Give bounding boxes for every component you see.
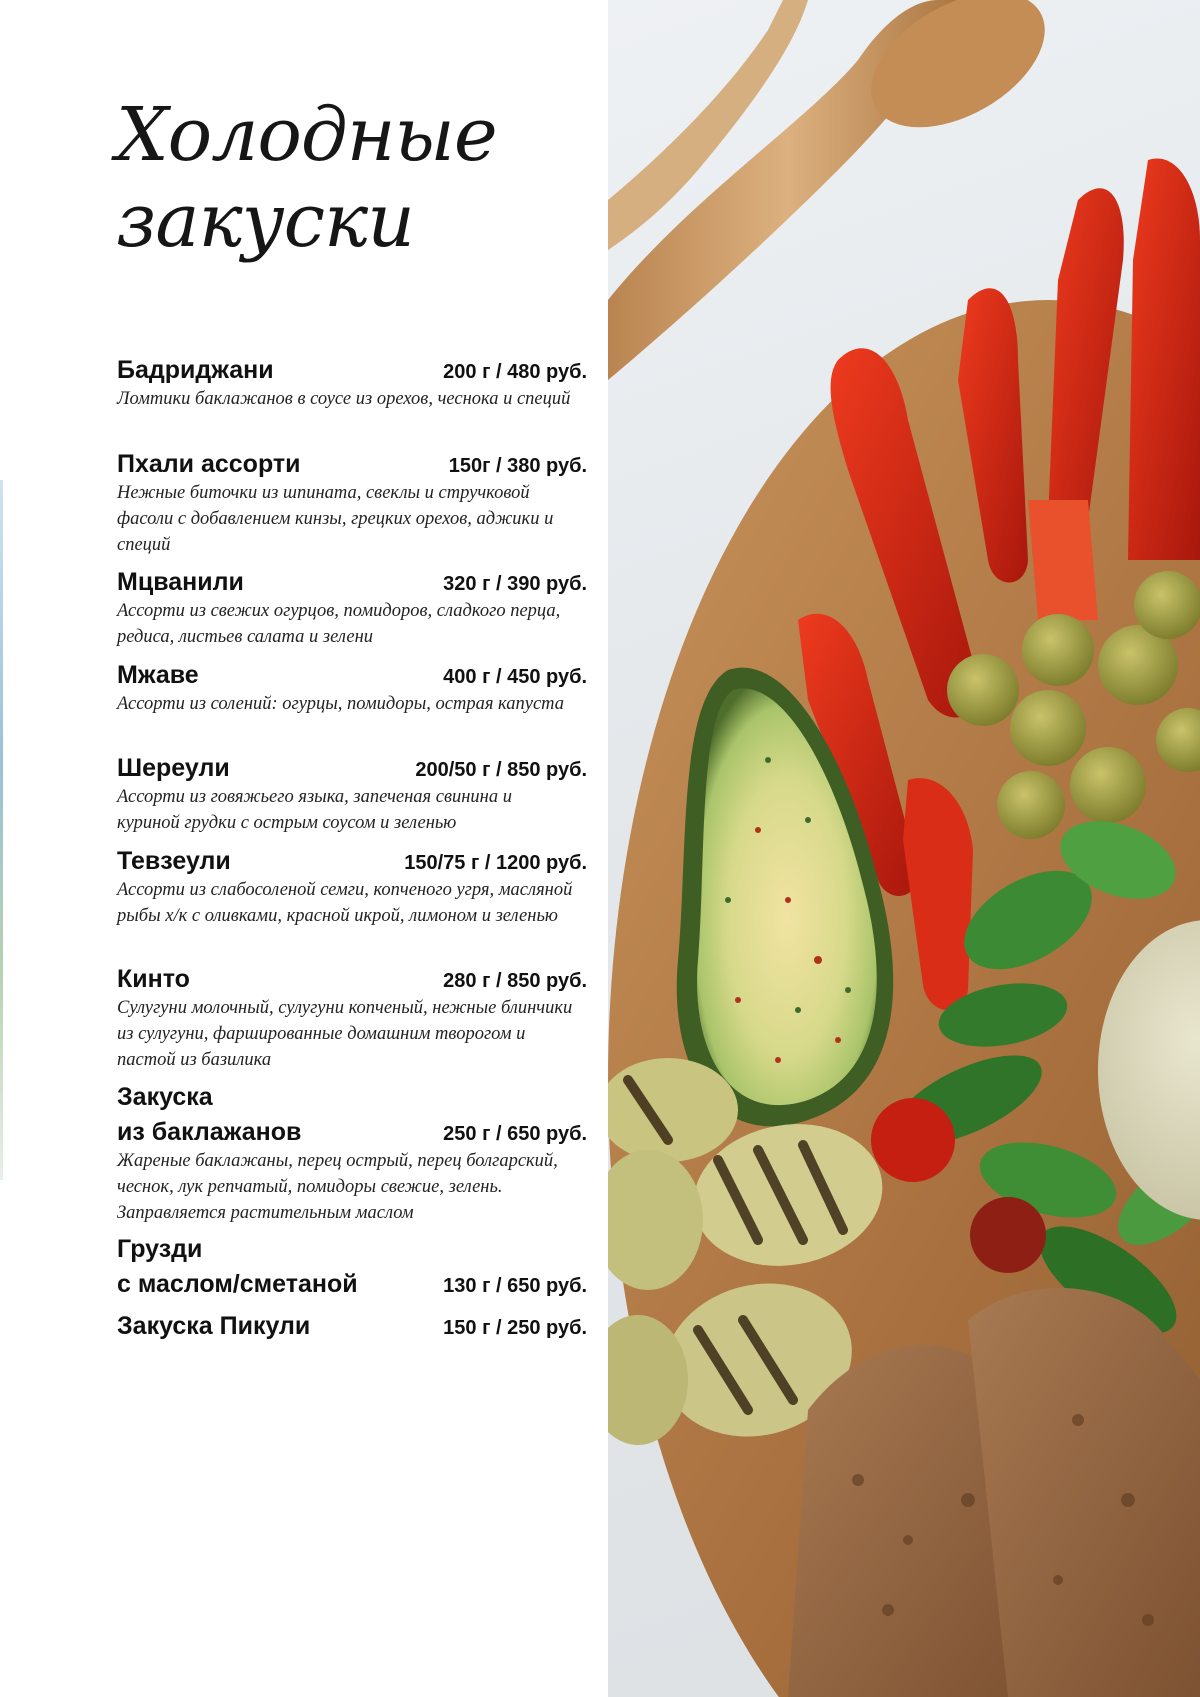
item-header	[117, 1114, 587, 1148]
item-header	[117, 843, 587, 877]
item-description: Ломтики баклажанов в соусе из орехов, чеснока и специй	[117, 389, 571, 409]
olive	[947, 654, 1019, 726]
item-header	[117, 961, 587, 995]
item-name: Тевзеули	[117, 847, 231, 875]
item-price: 200 г / 480 руб.	[443, 361, 587, 383]
menu-item-kinto	[117, 961, 587, 1073]
item-name-line-1: Грузди	[117, 1235, 203, 1263]
item-description: Жареные баклажаны, перец острый, перец болгарский, чеснок, лук репчатый, помидоры свежие, зелень. Заправляется растительным маслом	[117, 1151, 558, 1223]
item-name: с маслом/сметаной	[117, 1270, 358, 1298]
item-header	[117, 1266, 587, 1300]
item-description: Ассорти из солений: огурцы, помидоры, острая капуста	[117, 694, 565, 714]
item-price: 280 г / 850 руб.	[443, 970, 587, 992]
title-line-2: закуски	[116, 178, 414, 264]
bread-slice	[968, 1288, 1200, 1697]
menu-item-badrijani	[117, 352, 587, 412]
menu-item-mtsvanili	[117, 564, 587, 650]
red-pepper-slice	[1028, 500, 1098, 620]
olive	[1022, 614, 1094, 686]
item-header	[117, 564, 587, 598]
item-price: 250 г / 650 руб.	[443, 1123, 587, 1145]
item-description: Ассорти из слабосоленой семги, копченого угря, масляной рыбы х/к с оливками, красной икрой, лимоном и зеленью	[117, 880, 573, 926]
menu-item-gruzdi	[117, 1232, 587, 1300]
menu-item-pickles	[117, 1308, 587, 1342]
item-description: Сулугуни молочный, сулугуни копченый, нежные блинчики из сулугуни, фаршированные домашним творогом и пастой из базилика	[117, 998, 573, 1070]
item-header	[117, 446, 587, 480]
spoon-bowl	[848, 0, 1068, 155]
item-price: 150/75 г / 1200 руб.	[404, 852, 587, 874]
item-header	[117, 352, 587, 386]
item-price: 150 г / 250 руб.	[443, 1317, 587, 1339]
menu-item-phali	[117, 446, 587, 558]
item-name: из баклажанов	[117, 1118, 302, 1146]
olive	[1010, 690, 1086, 766]
item-header	[117, 657, 587, 691]
menu-item-shereuli	[117, 750, 587, 836]
title-line-1: Холодные	[116, 92, 497, 178]
red-pepper	[1128, 158, 1200, 560]
item-name: Пхали ассорти	[117, 450, 301, 478]
olive	[1134, 571, 1200, 639]
item-price: 400 г / 450 руб.	[443, 666, 587, 688]
item-description: Нежные биточки из шпината, свеклы и стручковой фасоли с добавлением кинзы, грецких орехов, аджики и специй	[117, 483, 554, 555]
item-name: Кинто	[117, 965, 190, 993]
item-name: Шереули	[117, 754, 230, 782]
item-header	[117, 1308, 587, 1342]
item-name: Бадриджани	[117, 356, 274, 384]
food-platter-image	[608, 0, 1200, 1697]
edge-decoration	[0, 480, 3, 1180]
olive	[997, 771, 1065, 839]
item-name-line-1: Закуска	[117, 1083, 213, 1111]
item-header	[117, 750, 587, 784]
item-name: Закуска Пикули	[117, 1312, 311, 1340]
item-price: 320 г / 390 руб.	[443, 573, 587, 595]
cherry-tomato	[970, 1197, 1046, 1273]
item-description: Ассорти из говяжьего языка, запеченая свинина и куриной грудки с острым соусом и зеленью	[117, 787, 512, 833]
cherry-tomato	[871, 1098, 955, 1182]
menu-item-eggplant	[117, 1080, 587, 1226]
item-name: Мцванили	[117, 568, 244, 596]
menu-item-tevzeuli	[117, 843, 587, 929]
item-price: 200/50 г / 850 руб.	[415, 759, 587, 781]
page-title	[116, 92, 497, 264]
item-name: Мжаве	[117, 661, 199, 689]
item-price: 150г / 380 руб.	[448, 455, 587, 477]
olive	[1070, 747, 1146, 823]
item-description: Ассорти из свежих огурцов, помидоров, сладкого перца, редиса, листьев салата и зелени	[117, 601, 561, 647]
item-price: 130 г / 650 руб.	[443, 1275, 587, 1297]
menu-item-mzhave	[117, 657, 587, 717]
